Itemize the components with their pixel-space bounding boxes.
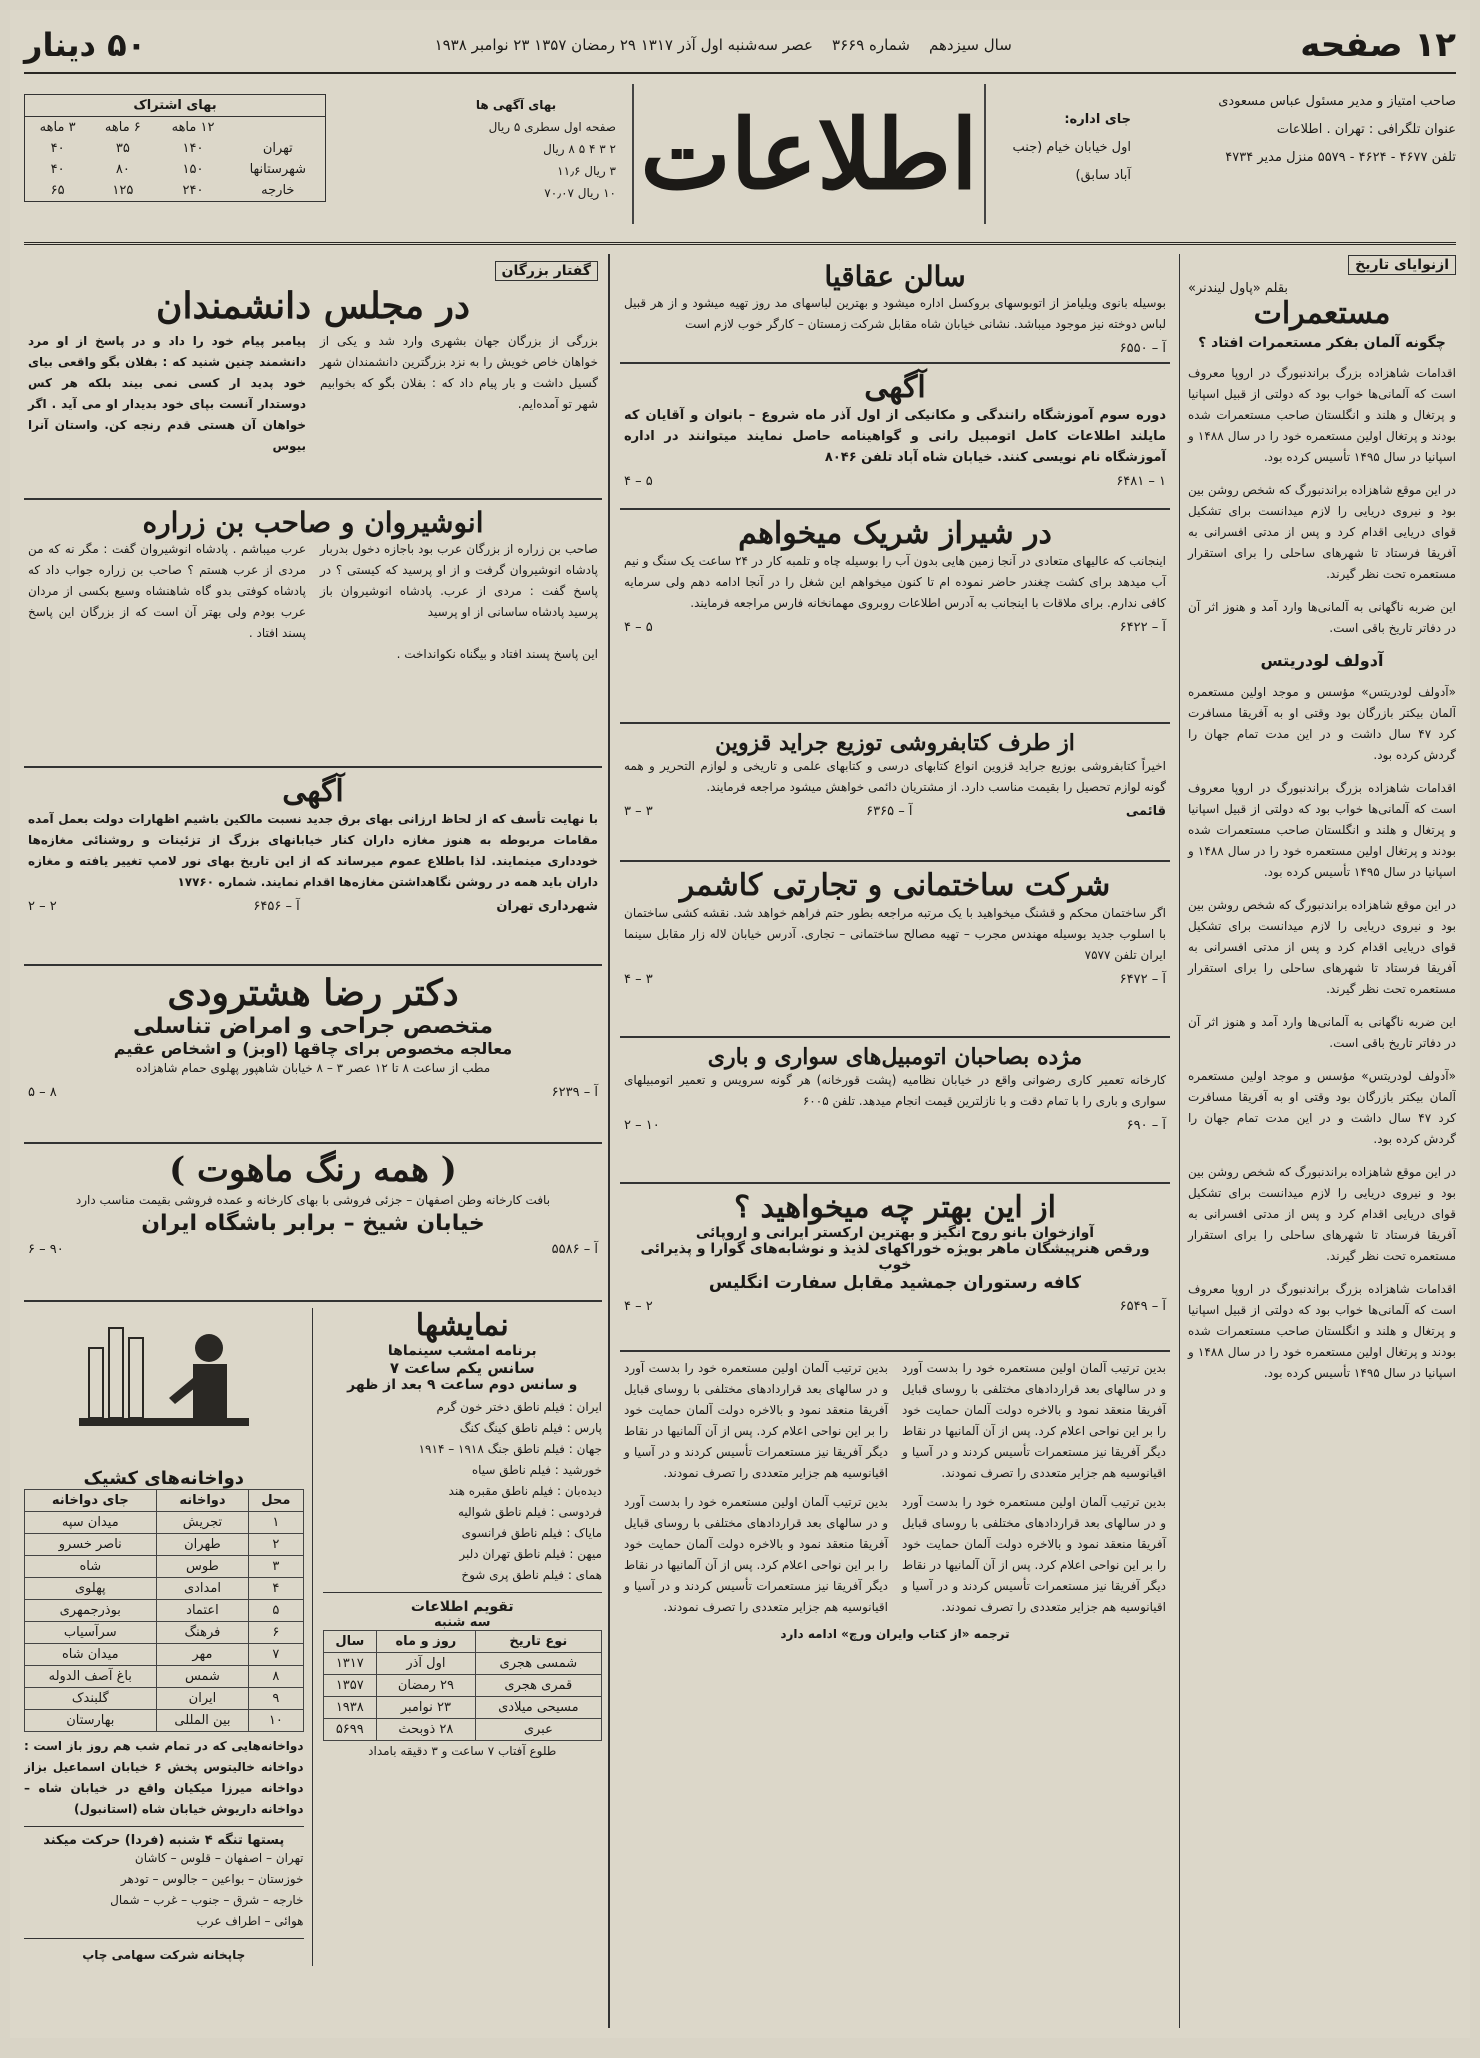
pharm-cell: میدان شاه	[25, 1644, 157, 1666]
car-repair-ad	[620, 1038, 1170, 1184]
pharm-cell: طوس	[156, 1556, 249, 1578]
ad-title: آگهی	[864, 370, 926, 405]
pharm-cell: ایران	[156, 1688, 249, 1710]
ad-line: کافه رستوران جمشید مقابل سفارت انگلیس	[708, 1273, 1082, 1293]
ad-body: اگر ساختمان محکم و قشنگ میخواهید با یک مرتبه مراجعه بطور حتم فراهم خواهد شد. نقشه کشی ساختمان با اسلوب جدید بوسیله مهندس مجرب – تهیه مصالح ساختمانی – تجاری. آدرس خیابان لاله زار مقابل سینما ایران تلفن ۷۵۷۷	[624, 906, 1166, 962]
masthead	[24, 76, 1456, 245]
calendar-cell: اول آذر	[377, 1653, 476, 1675]
pharm-cell: گلبندک	[25, 1688, 157, 1710]
anoushirvan-text: عرب میباشم . پادشاه انوشیروان گفت : مگر نه که من مردی از عرب هستم ؟ صاحب بن زراره جواب داد که پادشاه کوفتی بدو گاه شاهنشاه وسیع بکسی از مردان عرب بودم ولی بهتر آن است که از بزرگان این پاسخ پسند افتاد .	[28, 542, 306, 640]
pharm-cell: پهلوی	[25, 1578, 157, 1600]
history-subtitle: چگونه آلمان بفکر مستعمرات افتاد ؟	[1198, 335, 1446, 351]
fabric-address: خیابان شیخ – برابر باشگاه ایران	[141, 1211, 485, 1236]
price: ۵۰ دینار	[24, 26, 147, 64]
doctor-hours: مطب از ساعت ۸ تا ۱۲ عصر ۳ – ۸ خیابان شاهپور پهلوی حمام شاهزاده	[135, 1061, 491, 1075]
calendar-cell: ۱۳۵۷	[323, 1675, 377, 1697]
post-line: هوائی – اطراف عرب	[196, 1914, 304, 1928]
anoushirvan-title: انوشیروان و صاحب بن زراره	[142, 506, 484, 539]
bottom-listings	[24, 1302, 602, 1966]
subs-head: ۳ ماهه	[39, 120, 76, 135]
pharm-cell: ۴	[249, 1578, 303, 1600]
phones: تلفن ۴۶۷۷ - ۴۶۲۴ - ۵۵۷۹ منزل مدیر ۴۷۳۴	[1225, 150, 1456, 165]
pharm-cell: فرهنگ	[156, 1622, 249, 1644]
pharm-cell: اعتماد	[156, 1600, 249, 1622]
post-line: خوزستان – بواعین – جالوس – تودهر	[120, 1872, 304, 1886]
cinema-line: مایاک : فیلم ناطق فرانسوی	[461, 1526, 602, 1540]
pharm-cell: میدان سپه	[25, 1512, 157, 1534]
calendar-cell: عبری	[475, 1719, 601, 1741]
subscription-table	[25, 117, 325, 201]
signer: قائمی	[1125, 804, 1166, 819]
ad-body: کارخانه تعمیر کاری رضوانی واقع در خیابان نظامیه (پشت قورخانه) هر گونه سرویس و تعمیر اتومبیلهای سواری و باری را با تمام دقت و با نازلترین قیمت انجام میدهد. تلفن ۶۰۰۵	[624, 1073, 1166, 1108]
notice-signer: شهرداری تهران	[496, 899, 598, 914]
pharm-cell: طهران	[156, 1534, 249, 1556]
subs-cell: ۳۵	[115, 141, 130, 156]
ad-rates-title: بهای آگهی ها	[475, 98, 557, 112]
printer: چاپخانه شرکت سهامی چاپ	[82, 1948, 246, 1962]
ad-code: ۵ – ۴	[624, 474, 653, 489]
post-line: تهران – اصفهان – قلوس – کاشان	[134, 1851, 304, 1865]
office-street: اول خیابان خیام (جنب آباد سابق)	[1012, 140, 1131, 183]
history-paragraph: «آدولف لودریتس» مؤسس و موجد اولین مستعمره آلمان بیکتر بازرگان بود وقتی او به آفریقا مسافرت کرد ۴۷ سال داشت و در این مدت تمام جهان را گردش کرده بود.	[1188, 685, 1456, 762]
left-column	[24, 254, 602, 2028]
ad-line: آوازخوان بانو روح انگیز و بهترین ارکستر ایرانی و اروپائی	[695, 1225, 1095, 1241]
ad-body: دوره سوم آموزشگاه رانندگی و مکانیکی از اول آذر ماه شروع – بانوان و آقایان که مایلند اطلاعات کامل اتومبیل رانی و گواهینامه حاصل نمایند میتوانند در اداره آموزشگاه نام نویسی کنند. خیابان شاه آباد تلفن ۸۰۴۶	[624, 408, 1166, 465]
ad-code: آ – ۶۳۶۵	[866, 804, 913, 819]
pharm-head: محل	[249, 1490, 303, 1512]
history-paragraph: اقدامات شاهزاده بزرگ براندنبورگ در اروپا معروف است که آلمانی‌ها خواب بود که دولتی از قبیل اسپانیا و پرتغال و هلند و انگلستان صاحب مستعمرات شده بودند و پرتغال اولین مستعمره خود را در سال ۱۴۸۸ و اسپانیا در سال ۱۴۹۵ تأسیس کرده بود.	[1188, 781, 1456, 879]
salon-body: بوسیله بانوی ویلیامز از اتوبوسهای بروکسل اداره میشود و بهترین لباسهای مد روز تهیه میشود و از هر قبیل لباس دوخته نیز موجود میباشد. نشانی خیابان شاه مقابل شرکت زمستان – کارگر خوب لازم است	[624, 296, 1166, 331]
pharm-cell: بهارستان	[25, 1710, 157, 1732]
continued-text: بدین ترتیب آلمان اولین مستعمره خود را بدست آورد و در سالهای بعد قراردادهای مختلفی با روسای قبایل آفریقا منعقد نمود و بالاخره دولت آلمان حمایت خود را بر این نواحی اعلام کرد. پس از آن آلمانیها در نقاط دیگر آفریقا نیز مستعمرات تأسیس کردند و در آسیا و اقیانوسیه هم جزایر متعددی را تصرف نمودند.	[624, 1361, 888, 1480]
municipality-notice	[24, 768, 602, 966]
history-paragraph: در این موقع شاهزاده براندنبورگ که شخص روشن بین بود و نیروی دریایی را لازم میدانست برای تشکیل قوای دریایی اقدام کرد و پس از مدتی افسرانی به آفریقا فرستاد تا شهرهای ساحلی را برای استقرار مستعمره تحت نظر گیرند.	[1188, 1165, 1456, 1263]
history-column	[1179, 254, 1456, 2028]
year: سال سیزدهم	[929, 36, 1012, 54]
kashmar-company-ad	[620, 862, 1170, 1038]
ad-code: آ – ۶۲۳۹	[551, 1085, 598, 1100]
ad-title: در شیراز شریک میخواهم	[738, 516, 1052, 551]
telegraph: عنوان تلگرافی : تهران . اطلاعات	[1276, 122, 1456, 137]
history-paragraph: در این موقع شاهزاده براندنبورگ که شخص روشن بین بود و نیروی دریایی را لازم میدانست برای تشکیل قوای دریایی اقدام کرد و پس از مدتی افسرانی به آفریقا فرستاد تا شهرهای ساحلی را برای استقرار مستعمره تحت نظر گیرند.	[1188, 898, 1456, 996]
driving-school-ad	[620, 364, 1170, 510]
ad-code: آ – ۶۵۵۰	[1119, 341, 1166, 356]
shiraz-partner-ad	[620, 510, 1170, 724]
pharm-cell: تجریش	[156, 1512, 249, 1534]
ad-code: آ – ۶۵۴۹	[1119, 1299, 1166, 1314]
history-section-title: آدولف لودریتس	[1260, 651, 1384, 670]
ad-rate-row: صفحه اول سطری ۵ ریال	[488, 120, 616, 134]
subs-head	[231, 117, 325, 138]
ad-body: اخیراً کتابفروشی بوزیع جراید قزوین انواع کتابهای درسی و کتابهای علمی و تاریخی و لوازم التحریر و همه گونه لوازم تحصیل را بقیمت مناسب دارد. از مشتریان دائمی خواهش میشود مراجعه فرمایند.	[624, 759, 1166, 794]
qazvin-bookstore-ad	[620, 724, 1170, 862]
ad-code: آ – ۶۴۵۶	[253, 899, 300, 914]
calendar-cell: ۵۶۹۹	[323, 1719, 377, 1741]
ad-title: از این بهتر چه میخواهید ؟	[734, 1190, 1056, 1225]
pharm-cell: ۳	[249, 1556, 303, 1578]
subs-cell: ۱۴۰	[182, 141, 204, 156]
calendar-cell: ۱۹۳۸	[323, 1697, 377, 1719]
issue-number: شماره ۳۶۶۹	[832, 36, 910, 54]
pharm-cell: مهر	[156, 1644, 249, 1666]
calendar-day: سه شنبه	[434, 1615, 491, 1630]
ad-code: ۱۰ – ۲	[624, 1118, 660, 1133]
majles-text: پیامبر پیام خود را داد و در پاسخ از او مرد دانشمند چنین شنید که : بفلان بگو واقعی بیای خود پدید ار کسی نمی بیند بلکه هر کس دوستدار آنست بپای خود بدیدار او می آید . اگر خواهان آن هستی قدم رنجه کن. واستان آنرا بیوس	[28, 334, 306, 453]
ad-title: شرکت ساختمانی و تجارتی کاشمر	[679, 868, 1111, 903]
ad-code: آ – ۶۴۷۲	[1119, 972, 1166, 987]
history-paragraph: اقدامات شاهزاده بزرگ براندنبورگ در اروپا معروف است که آلمانی‌ها خواب بود که دولتی از قبیل اسپانیا و پرتغال و هلند و انگلستان صاحب مستعمرات شده بودند و پرتغال اولین مستعمره خود را در سال ۱۴۸۸ و اسپانیا در سال ۱۴۹۵ تأسیس کرده بود.	[1188, 1282, 1456, 1380]
pharm-head: دواخانه	[156, 1490, 249, 1512]
pharm-cell: امدادی	[156, 1578, 249, 1600]
ad-rate-row: ۱۰ ریال ۷۰٫۰۷	[544, 186, 616, 200]
ads-column	[608, 254, 1170, 2028]
office-address	[1011, 106, 1131, 190]
subs-cell: ۱۲۵	[112, 183, 134, 198]
subs-cell: خارجه	[261, 183, 295, 198]
post-title: پستها تنگه ۴ شنبه (فردا) حرکت میکند	[43, 1833, 285, 1848]
dateline-bar	[24, 18, 1456, 74]
majles-title: در مجلس دانشمندان	[156, 285, 470, 327]
continued-text: بدین ترتیب آلمان اولین مستعمره خود را بدست آورد و در سالهای بعد قراردادهای مختلفی با روسای قبایل آفریقا منعقد نمود و بالاخره دولت آلمان حمایت خود را بر این نواحی اعلام کرد. پس از آن آلمانیها در نقاط دیگر آفریقا نیز مستعمرات تأسیس کردند و در آسیا و اقیانوسیه هم جزایر متعددی را تصرف نمودند.	[902, 1361, 1166, 1480]
pharm-cell: شمس	[156, 1666, 249, 1688]
cinema-line: ایران : فیلم ناطق دختر خون گرم	[436, 1400, 602, 1414]
history-kicker: ازنوایای تاریخ	[1348, 255, 1456, 275]
sayings-section	[24, 254, 602, 500]
pharm-cell: باغ آصف الدوله	[25, 1666, 157, 1688]
subs-head: ۱۲ ماهه	[171, 120, 215, 135]
ad-code: ۲ – ۲	[28, 899, 57, 914]
history-paragraph: در این موقع شاهزاده براندنبورگ که شخص روشن بین بود و نیروی دریایی را لازم میدانست برای تشکیل قوای دریایی اقدام کرد و پس از مدتی افسرانی به آفریقا فرستاد تا شهرهای ساحلی را برای استقرار مستعمره تحت نظر گیرند.	[1188, 483, 1456, 581]
history-paragraph: این ضربه ناگهانی به آلمانی‌ها وارد آمد و هنوز اثر آن در دفاتر تاریخ باقی است.	[1188, 1015, 1456, 1050]
pharm-cell: بوذرجمهری	[25, 1600, 157, 1622]
majles-text: بزرگی از بزرگان جهان بشهری وارد شد و یکی از خواهان خاص خویش را به نزد بزرگترین دانشمندان شهر گسیل داشت و بار پیام داد که : بفلان بگو که بخوابیم شهر تو آمده‌ایم.	[320, 334, 598, 411]
ad-rates	[416, 94, 616, 204]
pharmacist-icon	[69, 1308, 259, 1468]
subscription-rates	[24, 94, 326, 202]
doctor-treatment: معالجه مخصوص برای چاقها (اوبز) و اشخاص عقیم	[113, 1039, 513, 1058]
subscription-title: بهای اشتراک	[25, 95, 325, 117]
ad-title: مژده بصاحبان اتومبیل‌های سواری و باری	[707, 1044, 1083, 1070]
pharmacies-note: دواخانه‌هایی که در تمام شب هم روز باز است : دواخانه خالیتوس پخش ۶ خیابان اسماعیل بزاز دواخانه میرزا میکیان واقع در خیابان شاه – دواخانه داریوش خیابان شاه (استانبول)	[24, 1739, 304, 1816]
post-line: خارجه – شرق – جنوب – غرب – شمال	[110, 1893, 304, 1907]
subs-cell: تهران	[262, 141, 293, 156]
subs-cell: شهرستانها	[249, 162, 306, 177]
subs-cell: ۶۵	[50, 183, 65, 198]
cinema-line: جهان : فیلم ناطق جنگ ۱۹۱۸ – ۱۹۱۴	[418, 1442, 602, 1456]
cinema-line: دیده‌بان : فیلم ناطق مقبره هند	[448, 1484, 602, 1498]
ad-code: آ – ۶۹۰	[1126, 1118, 1166, 1133]
subs-cell: ۴۰	[50, 162, 65, 177]
subs-head: ۶ ماهه	[104, 120, 141, 135]
salon-ad	[620, 254, 1170, 364]
calendar-head: نوع تاریخ	[475, 1631, 601, 1653]
pharm-cell: ۱	[249, 1512, 303, 1534]
cinema-line: میهن : فیلم ناطق تهران دلبر	[459, 1547, 602, 1561]
history-paragraph: «آدولف لودریتس» مؤسس و موجد اولین مستعمره آلمان بیکتر بازرگان بود وقتی او به آفریقا مسافرت کرد ۴۷ سال داشت و در این مدت تمام جهان را گردش کرده بود.	[1188, 1069, 1456, 1146]
anoushirvan-footer: این پاسخ پسند افتاد و بیگناه نکوانداخت .	[396, 647, 598, 661]
history-byline: بقلم «پاول لیندنر»	[1188, 281, 1289, 296]
pharm-cell: ۶	[249, 1622, 303, 1644]
calendar-cell: ۲۸ ذوبحث	[377, 1719, 476, 1741]
history-paragraph: این ضربه ناگهانی به آلمانی‌ها وارد آمد و هنوز اثر آن در دفاتر تاریخ باقی است.	[1188, 600, 1456, 635]
ad-line: ورقص هنرپیشگان ماهر بویژه خوراکهای لذیذ و نوشابه‌های گوارا و پذیرائی خوب	[640, 1241, 1150, 1273]
notice-title: آگهی	[282, 774, 344, 809]
calendar-head: روز و ماه	[377, 1631, 476, 1653]
history-paragraph: اقدامات شاهزاده بزرگ براندنبورگ در اروپا معروف است که آلمانی‌ها خواب بود که دولتی از قبیل اسپانیا و پرتغال و هلند و انگلستان صاحب مستعمرات شده بودند و پرتغال اولین مستعمره خود را در سال ۱۴۸۸ و اسپانیا در سال ۱۴۹۵ تأسیس کرده بود.	[1188, 366, 1456, 464]
notice-body: با نهایت تأسف که از لحاظ ارزانی بهای برق جدید نسبت مالکین باشیم اظهارات دولت بعمل آمده مقامات مربوطه به هنوز مغازه داران کنار خیابانهای بزرگ از تزئینات و روشنائی مغازه‌ها خودداری مینمایند. لذا باطلاع عموم میرساند که از این تاریخ بهای نور لامپ تغییر یافته و مغازه داران باید همه در روشن نگاهداشتن مغازه‌ها اقدام نمایند. شماره ۱۷۷۶۰	[28, 812, 598, 889]
office-label: جای اداره:	[1064, 112, 1131, 127]
pharm-cell: بین المللی	[156, 1710, 249, 1732]
pharmacies-table	[24, 1489, 304, 1732]
calendar-cell: قمری هجری	[475, 1675, 601, 1697]
pharm-cell: ۷	[249, 1644, 303, 1666]
shows-subtitle: برنامه امشب سینماها	[387, 1343, 537, 1359]
anoushirvan-text: صاحب بن زراره از بزرگان عرب بود باجازه دخول بدربار پادشاه انوشیروان گرفت و از او پرسید که کیستی ؟ در پاسخ گفت : مردی از عرب. پادشاه انوشیروان باز پرسید پادشاه ساسانی از او پرسید	[320, 542, 598, 619]
calendar-head: سال	[323, 1631, 377, 1653]
pharm-head: جای دواخانه	[25, 1490, 157, 1512]
ad-code: آ – ۶۴۲۲	[1119, 620, 1166, 635]
restaurant-ad	[620, 1184, 1170, 1352]
fabric-body: بافت کارخانه وطن اصفهان – جزئی فروشی با بهای کارخانه و عمده فروشی بقیمت مناسب دارد	[75, 1193, 551, 1207]
calendar-cell: ۲۳ نوامبر	[377, 1697, 476, 1719]
subs-cell: ۱۵۰	[182, 162, 204, 177]
ad-code: ۲ – ۴	[624, 1299, 653, 1314]
ad-code: ۹۰ – ۶	[28, 1242, 64, 1257]
fabric-title: ( همه رنگ ماهوت )	[169, 1150, 457, 1190]
pharm-cell: ۸	[249, 1666, 303, 1688]
ad-body: اینجانب که عالیهای متعادی در آنجا زمین هایی بدون آب را بوسیله چاه و تلمبه کار در ۲۴ ساعت یک سنگ و نیم آب میدهد برای کشت چغندر حاضر نموده ام تا کنون میخواهم این شغل را در آنجا ادامه دهم ولی سرمایه کافی ندارم. برای ملاقات با اینجانب به آدرس اطلاعات روبروی مهمانخانه فارس مراجعه فرمایند.	[624, 554, 1166, 610]
ad-rate-row: ۳ ریال ۱۱٫۶	[557, 164, 616, 178]
ad-code: ۵ – ۴	[624, 620, 653, 635]
calendar-cell: ۱۳۱۷	[323, 1653, 377, 1675]
ad-code: ۱ – ۶۴۸۱	[1116, 474, 1166, 489]
ad-rate-row: ۲ ۳ ۴ ۵ ۸ ریال	[543, 142, 616, 156]
continued-footer: ترجمه «از کتاب وایران ورچ» ادامه دارد	[780, 1627, 1010, 1641]
history-continued	[620, 1352, 1170, 1651]
pharmacies-title: دواخانه‌های کشیک	[83, 1468, 245, 1489]
sayings-kicker: گفتار بزرگان	[495, 261, 599, 281]
shows-section	[323, 1308, 603, 1966]
ad-code: ۸ – ۵	[28, 1085, 57, 1100]
cinema-line: پارس : فیلم ناطق کینگ کنگ	[459, 1421, 602, 1435]
calendar-cell: شمسی هجری	[475, 1653, 601, 1675]
pharm-cell: ۵	[249, 1600, 303, 1622]
shows-first: سانس یکم ساعت ۷	[389, 1359, 535, 1377]
ad-code: ۳ – ۳	[624, 804, 653, 819]
continued-text: بدین ترتیب آلمان اولین مستعمره خود را بدست آورد و در سالهای بعد قراردادهای مختلفی با روسای قبایل آفریقا منعقد نمود و بالاخره دولت آلمان حمایت خود را بر این نواحی اعلام کرد. پس از آن آلمانیها در نقاط دیگر آفریقا نیز مستعمرات تأسیس کردند و در آسیا و اقیانوسیه هم جزایر متعددی را تصرف نمودند.	[624, 1495, 888, 1614]
pharm-cell: سرآسیاب	[25, 1622, 157, 1644]
calendar-cell: مسیحی میلادی	[475, 1697, 601, 1719]
issue-date: عصر سه‌شنبه اول آذر ۱۳۱۷ ۲۹ رمضان ۱۳۵۷ ۲۳ نوامبر ۱۹۳۸	[434, 36, 813, 54]
pharm-cell: ناصر خسرو	[25, 1534, 157, 1556]
salon-title: سالن عقاقیا	[824, 260, 966, 293]
owner: صاحب امتیاز و مدیر مسئول عباس مسعودی	[1218, 94, 1456, 109]
pharm-cell: ۲	[249, 1534, 303, 1556]
ad-title: از طرف کتابفروشی توزیع جراید قزوین	[715, 730, 1075, 756]
pharm-cell: ۱۰	[249, 1710, 303, 1732]
newspaper-page	[10, 10, 1470, 2038]
sunrise-note: طلوع آفتاب ۷ ساعت و ۳ دقیقه بامداد	[368, 1744, 557, 1758]
doctor-name: دکتر رضا هشترودی	[167, 972, 459, 1014]
cinema-line: خورشید : فیلم ناطق سیاه	[471, 1463, 602, 1477]
shows-second: و سانس دوم ساعت ۹ بعد از ظهر	[347, 1377, 578, 1393]
subs-cell: ۲۴۰	[182, 183, 204, 198]
shows-title: نمایشها	[415, 1308, 509, 1343]
history-title: مستعمرات	[1253, 296, 1391, 331]
calendar-title: تقویم اطلاعات	[410, 1599, 514, 1615]
continued-text: بدین ترتیب آلمان اولین مستعمره خود را بدست آورد و در سالهای بعد قراردادهای مختلفی با روسای قبایل آفریقا منعقد نمود و بالاخره دولت آلمان حمایت خود را بر این نواحی اعلام کرد. پس از آن آلمانیها در نقاط دیگر آفریقا نیز مستعمرات تأسیس کردند و در آسیا و اقیانوسیه هم جزایر متعددی را تصرف نمودند.	[902, 1495, 1166, 1614]
doctor-ad	[24, 966, 602, 1144]
cinema-line: فردوسی : فیلم ناطق شوالیه	[457, 1505, 602, 1519]
pharm-cell: شاه	[25, 1556, 157, 1578]
issue-info	[435, 36, 1012, 54]
page-number: ۱۲ صفحه	[1300, 25, 1456, 65]
ad-code: ۳ – ۴	[624, 972, 653, 987]
ad-code: آ – ۵۵۸۶	[551, 1242, 598, 1257]
cinema-line: همای : فیلم ناطق پری شوخ	[461, 1568, 602, 1582]
calendar-table	[323, 1630, 603, 1741]
pharmacies-section	[24, 1308, 313, 1966]
calendar-cell: ۲۹ رمضان	[377, 1675, 476, 1697]
fabric-ad	[24, 1144, 602, 1302]
anoushirvan-section	[24, 500, 602, 768]
newspaper-logo: اطلاعات	[632, 84, 986, 224]
publisher-info	[1146, 88, 1456, 172]
subs-cell: ۸۰	[115, 162, 130, 177]
doctor-specialty: متخصص جراحی و امراض تناسلی	[132, 1014, 493, 1039]
subs-cell: ۴۰	[50, 141, 65, 156]
pharm-cell: ۹	[249, 1688, 303, 1710]
